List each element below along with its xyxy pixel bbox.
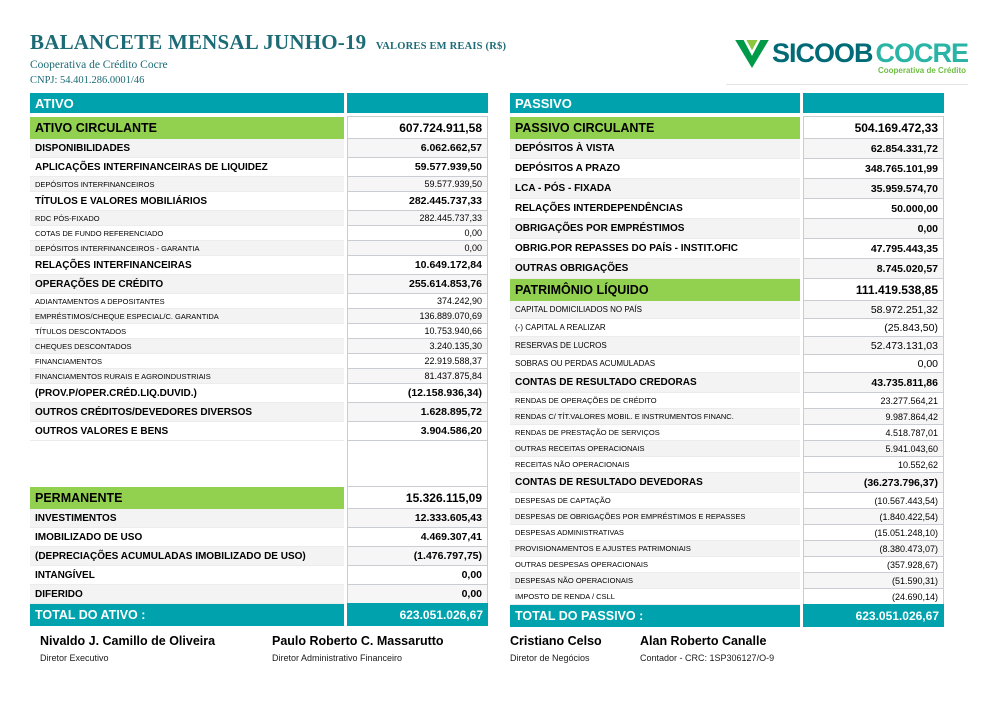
- row-value: 59.577.939,50: [347, 176, 488, 192]
- signature-block: [640, 634, 774, 663]
- table-row: [510, 337, 944, 355]
- row-label: TÍTULOS DESCONTADOS: [30, 324, 344, 339]
- ativo-rows: [30, 117, 488, 626]
- row-label: RENDAS C/ TÍT.VALORES MOBIL. E INSTRUMENTOS FINANC.: [510, 409, 800, 425]
- row-value: 282.445.737,33: [347, 210, 488, 226]
- signature-role: Contador - CRC: 1SP306127/O-9: [640, 653, 775, 663]
- signature-name: Cristiano Celso: [510, 634, 602, 648]
- row-label: LCA - PÓS - FIXADA: [510, 179, 800, 199]
- table-row: [510, 589, 944, 605]
- table-row: [30, 256, 488, 275]
- table-row: [30, 441, 488, 487]
- row-label: DEPÓSITOS INTERFINANCEIROS: [30, 177, 344, 192]
- table-row: [510, 493, 944, 509]
- row-label: CHEQUES DESCONTADOS: [30, 339, 344, 354]
- logo-tagline: Cooperativa de Crédito: [877, 66, 966, 75]
- row-value: (15.051.248,10): [803, 524, 944, 541]
- row-value: 6.062.662,57: [347, 138, 488, 158]
- signature-block: [510, 634, 602, 663]
- row-label: IMOBILIZADO DE USO: [30, 528, 344, 547]
- row-value: 348.765.101,99: [803, 158, 944, 179]
- row-label: RENDAS DE OPERAÇÕES DE CRÉDITO: [510, 393, 800, 409]
- row-value: 3.240.135,30: [347, 338, 488, 354]
- row-value: 255.614.853,76: [347, 274, 488, 294]
- row-value: 0,00: [347, 584, 488, 604]
- row-value: 9.987.864,42: [803, 408, 944, 425]
- table-row: [30, 604, 488, 626]
- table-row: [30, 339, 488, 354]
- row-label: (PROV.P/OPER.CRÉD.LIQ.DUVID.): [30, 384, 344, 403]
- row-label: OUTROS VALORES E BENS: [30, 422, 344, 441]
- table-row: [510, 159, 944, 179]
- row-value: 10.649.172,84: [347, 255, 488, 275]
- row-value: 504.169.472,33: [803, 116, 944, 139]
- row-value: 136.889.070,69: [347, 308, 488, 324]
- table-row: [510, 509, 944, 525]
- signature-block: [40, 634, 215, 663]
- row-label: (-) CAPITAL A REALIZAR: [510, 319, 800, 337]
- sicoob-logo-icon: [735, 40, 769, 68]
- doc-header: [30, 30, 506, 86]
- row-value: 23.277.564,21: [803, 392, 944, 409]
- row-value: 0,00: [803, 218, 944, 239]
- row-label: SOBRAS OU PERDAS ACUMULADAS: [510, 355, 800, 373]
- ativo-header-value-cell: [347, 93, 488, 113]
- logo-row: [726, 38, 968, 69]
- row-label: (DEPRECIAÇÕES ACUMULADAS IMOBILIZADO DE USO): [30, 547, 344, 566]
- row-label: DESPESAS NÃO OPERACIONAIS: [510, 573, 800, 589]
- row-label: OBRIGAÇÕES POR EMPRÉSTIMOS: [510, 219, 800, 239]
- table-row: [30, 275, 488, 294]
- page-title: [30, 30, 506, 55]
- row-label: PASSIVO CIRCULANTE: [510, 117, 800, 139]
- row-label: RELAÇÕES INTERFINANCEIRAS: [30, 256, 344, 275]
- row-value: 8.745.020,57: [803, 258, 944, 279]
- row-value: 12.333.605,43: [347, 508, 488, 528]
- row-value: (8.380.473,07): [803, 540, 944, 557]
- row-value: 52.473.131,03: [803, 336, 944, 355]
- row-label: DESPESAS ADMINISTRATIVAS: [510, 525, 800, 541]
- table-row: [510, 199, 944, 219]
- row-label: OPERAÇÕES DE CRÉDITO: [30, 275, 344, 294]
- row-label: INVESTIMENTOS: [30, 509, 344, 528]
- row-value: 47.795.443,35: [803, 238, 944, 259]
- row-value: 4.518.787,01: [803, 424, 944, 441]
- table-row: [510, 301, 944, 319]
- row-label: CAPITAL DOMICILIADOS NO PAÍS: [510, 301, 800, 319]
- row-label: TOTAL DO ATIVO :: [30, 604, 344, 626]
- signature-name: Alan Roberto Canalle: [640, 634, 767, 648]
- row-label: [30, 441, 344, 487]
- row-label: TÍTULOS E VALORES MOBILIÁRIOS: [30, 192, 344, 211]
- table-row: [30, 139, 488, 158]
- table-row: [30, 177, 488, 192]
- row-label: ATIVO CIRCULANTE: [30, 117, 344, 139]
- table-row: [30, 585, 488, 604]
- row-label: DIFERIDO: [30, 585, 344, 604]
- ativo-header-bar: [30, 93, 488, 113]
- row-label: OUTROS CRÉDITOS/DEVEDORES DIVERSOS: [30, 403, 344, 422]
- row-value: 623.051.026,67: [347, 603, 488, 626]
- table-row: [510, 259, 944, 279]
- table-row: [30, 422, 488, 441]
- table-row: [510, 605, 944, 627]
- row-label: FINANCIAMENTOS RURAIS E AGROINDUSTRIAIS: [30, 369, 344, 384]
- row-value: (51.590,31): [803, 572, 944, 589]
- row-label: OUTRAS DESPESAS OPERACIONAIS: [510, 557, 800, 573]
- row-value: 81.437.875,84: [347, 368, 488, 384]
- row-label: CONTAS DE RESULTADO DEVEDORAS: [510, 473, 800, 493]
- table-row: [30, 226, 488, 241]
- logo-brand-primary: SICOOB: [771, 38, 873, 68]
- row-label: INTANGÍVEL: [30, 566, 344, 585]
- table-row: [510, 557, 944, 573]
- table-row: [510, 393, 944, 409]
- row-label: RENDAS DE PRESTAÇÃO DE SERVIÇOS: [510, 425, 800, 441]
- ativo-header-label: ATIVO: [30, 93, 344, 113]
- passivo-header-bar: [510, 93, 944, 113]
- table-row: [30, 509, 488, 528]
- table-row: [510, 541, 944, 557]
- row-label: DISPONIBILIDADES: [30, 139, 344, 158]
- row-value: (10.567.443,54): [803, 492, 944, 509]
- row-label: FINANCIAMENTOS: [30, 354, 344, 369]
- row-value: 10.753.940,66: [347, 323, 488, 339]
- logo-brand-secondary: COCRE: [875, 38, 968, 68]
- table-row: [510, 279, 944, 301]
- row-value: 607.724.911,58: [347, 116, 488, 139]
- row-value: 4.469.307,41: [347, 527, 488, 547]
- sicoob-cocre-logo: [726, 38, 968, 85]
- cnpj-text: CNPJ: 54.401.286.0001/46: [30, 75, 145, 86]
- row-label: DESPESAS DE OBRIGAÇÕES POR EMPRÉSTIMOS E REPASSES: [510, 509, 800, 525]
- row-value: (357.928,67): [803, 556, 944, 573]
- row-value: 43.735.811,86: [803, 372, 944, 393]
- table-row: [30, 384, 488, 403]
- passivo-header-value-cell: [803, 93, 944, 113]
- row-value: 0,00: [803, 354, 944, 373]
- row-label: PERMANENTE: [30, 487, 344, 509]
- row-label: OUTRAS RECEITAS OPERACIONAIS: [510, 441, 800, 457]
- row-label: OUTRAS OBRIGAÇÕES: [510, 259, 800, 279]
- row-label: IMPOSTO DE RENDA / CSLL: [510, 589, 800, 605]
- row-value: 22.919.588,37: [347, 353, 488, 369]
- table-row: [30, 354, 488, 369]
- row-value: 0,00: [347, 225, 488, 241]
- row-value: 0,00: [347, 565, 488, 585]
- row-label: DEPÓSITOS INTERFINANCEIROS - GARANTIA: [30, 241, 344, 256]
- table-row: [510, 457, 944, 473]
- row-value: 374.242,90: [347, 293, 488, 309]
- row-label: RESERVAS DE LUCROS: [510, 337, 800, 355]
- table-row: [30, 403, 488, 422]
- row-value: (1.840.422,54): [803, 508, 944, 525]
- subtitle: Cooperativa de Crédito Cocre: [30, 59, 168, 71]
- table-row: [30, 192, 488, 211]
- row-label: TOTAL DO PASSIVO :: [510, 605, 800, 627]
- title-text: BALANCETE MENSAL JUNHO-19: [30, 30, 367, 54]
- table-row: [30, 294, 488, 309]
- signature-role: Diretor Executivo: [40, 653, 109, 663]
- table-row: [30, 158, 488, 177]
- row-value: 3.904.586,20: [347, 421, 488, 441]
- table-row: [510, 239, 944, 259]
- table-row: [510, 139, 944, 159]
- row-label: CONTAS DE RESULTADO CREDORAS: [510, 373, 800, 393]
- row-value: 58.972.251,32: [803, 300, 944, 319]
- table-row: [510, 409, 944, 425]
- table-row: [510, 219, 944, 239]
- table-row: [510, 525, 944, 541]
- row-value: 111.419.538,85: [803, 278, 944, 301]
- table-row: [30, 369, 488, 384]
- row-value: 50.000,00: [803, 198, 944, 219]
- signature-block: [272, 634, 444, 663]
- passivo-header-label: PASSIVO: [510, 93, 800, 113]
- row-value: 15.326.115,09: [347, 486, 488, 509]
- row-value: 1.628.895,72: [347, 402, 488, 422]
- row-label: RELAÇÕES INTERDEPENDÊNCIAS: [510, 199, 800, 219]
- row-label: RECEITAS NÃO OPERACIONAIS: [510, 457, 800, 473]
- row-label: RDC PÓS-FIXADO: [30, 211, 344, 226]
- row-value: 282.445.737,33: [347, 191, 488, 211]
- row-label: PROVISIONAMENTOS E AJUSTES PATRIMONIAIS: [510, 541, 800, 557]
- row-value: 59.577.939,50: [347, 157, 488, 177]
- row-value: 623.051.026,67: [803, 604, 944, 627]
- row-value: (36.273.796,37): [803, 472, 944, 493]
- signature-name: Paulo Roberto C. Massarutto: [272, 634, 444, 648]
- table-row: [30, 566, 488, 585]
- signature-name: Nivaldo J. Camillo de Oliveira: [40, 634, 216, 648]
- table-row: [30, 117, 488, 139]
- table-row: [510, 355, 944, 373]
- row-value: 62.854.331,72: [803, 138, 944, 159]
- row-label: DEPÓSITOS À VISTA: [510, 139, 800, 159]
- table-row: [510, 425, 944, 441]
- row-label: OBRIG.POR REPASSES DO PAÍS - INSTIT.OFIC: [510, 239, 800, 259]
- table-row: [30, 211, 488, 226]
- table-row: [30, 241, 488, 256]
- table-row: [30, 547, 488, 566]
- table-row: [510, 473, 944, 493]
- table-row: [30, 309, 488, 324]
- row-value: (1.476.797,75): [347, 546, 488, 566]
- table-row: [510, 373, 944, 393]
- row-label: APLICAÇÕES INTERFINANCEIRAS DE LIQUIDEZ: [30, 158, 344, 177]
- ativo-table: [30, 93, 488, 626]
- row-value: 35.959.574,70: [803, 178, 944, 199]
- row-value: (24.690,14): [803, 588, 944, 605]
- row-label: COTAS DE FUNDO REFERENCIADO: [30, 226, 344, 241]
- table-row: [510, 117, 944, 139]
- row-value: 10.552,62: [803, 456, 944, 473]
- table-row: [510, 179, 944, 199]
- signature-role: Diretor Administrativo Financeiro: [272, 653, 403, 663]
- row-value: (25.843,50): [803, 318, 944, 337]
- passivo-rows: [510, 117, 944, 627]
- table-row: [30, 324, 488, 339]
- row-label: PATRIMÔNIO LÍQUIDO: [510, 279, 800, 301]
- row-value: (12.158.936,34): [347, 383, 488, 403]
- table-row: [510, 573, 944, 589]
- row-label: EMPRÉSTIMOS/CHEQUE ESPECIAL/C. GARANTIDA: [30, 309, 344, 324]
- table-row: [30, 487, 488, 509]
- row-label: ADIANTAMENTOS A DEPOSITANTES: [30, 294, 344, 309]
- table-row: [510, 441, 944, 457]
- table-row: [510, 319, 944, 337]
- row-value: 0,00: [347, 240, 488, 256]
- passivo-table: [510, 93, 944, 627]
- row-label: DESPESAS DE CAPTAÇÃO: [510, 493, 800, 509]
- title-suffix: VALORES EM REAIS (R$): [375, 41, 507, 52]
- signatures: [0, 634, 1000, 679]
- row-label: DEPÓSITOS A PRAZO: [510, 159, 800, 179]
- row-value: 5.941.043,60: [803, 440, 944, 457]
- row-value: [347, 440, 488, 487]
- signature-role: Diretor de Negócios: [510, 653, 590, 663]
- table-row: [30, 528, 488, 547]
